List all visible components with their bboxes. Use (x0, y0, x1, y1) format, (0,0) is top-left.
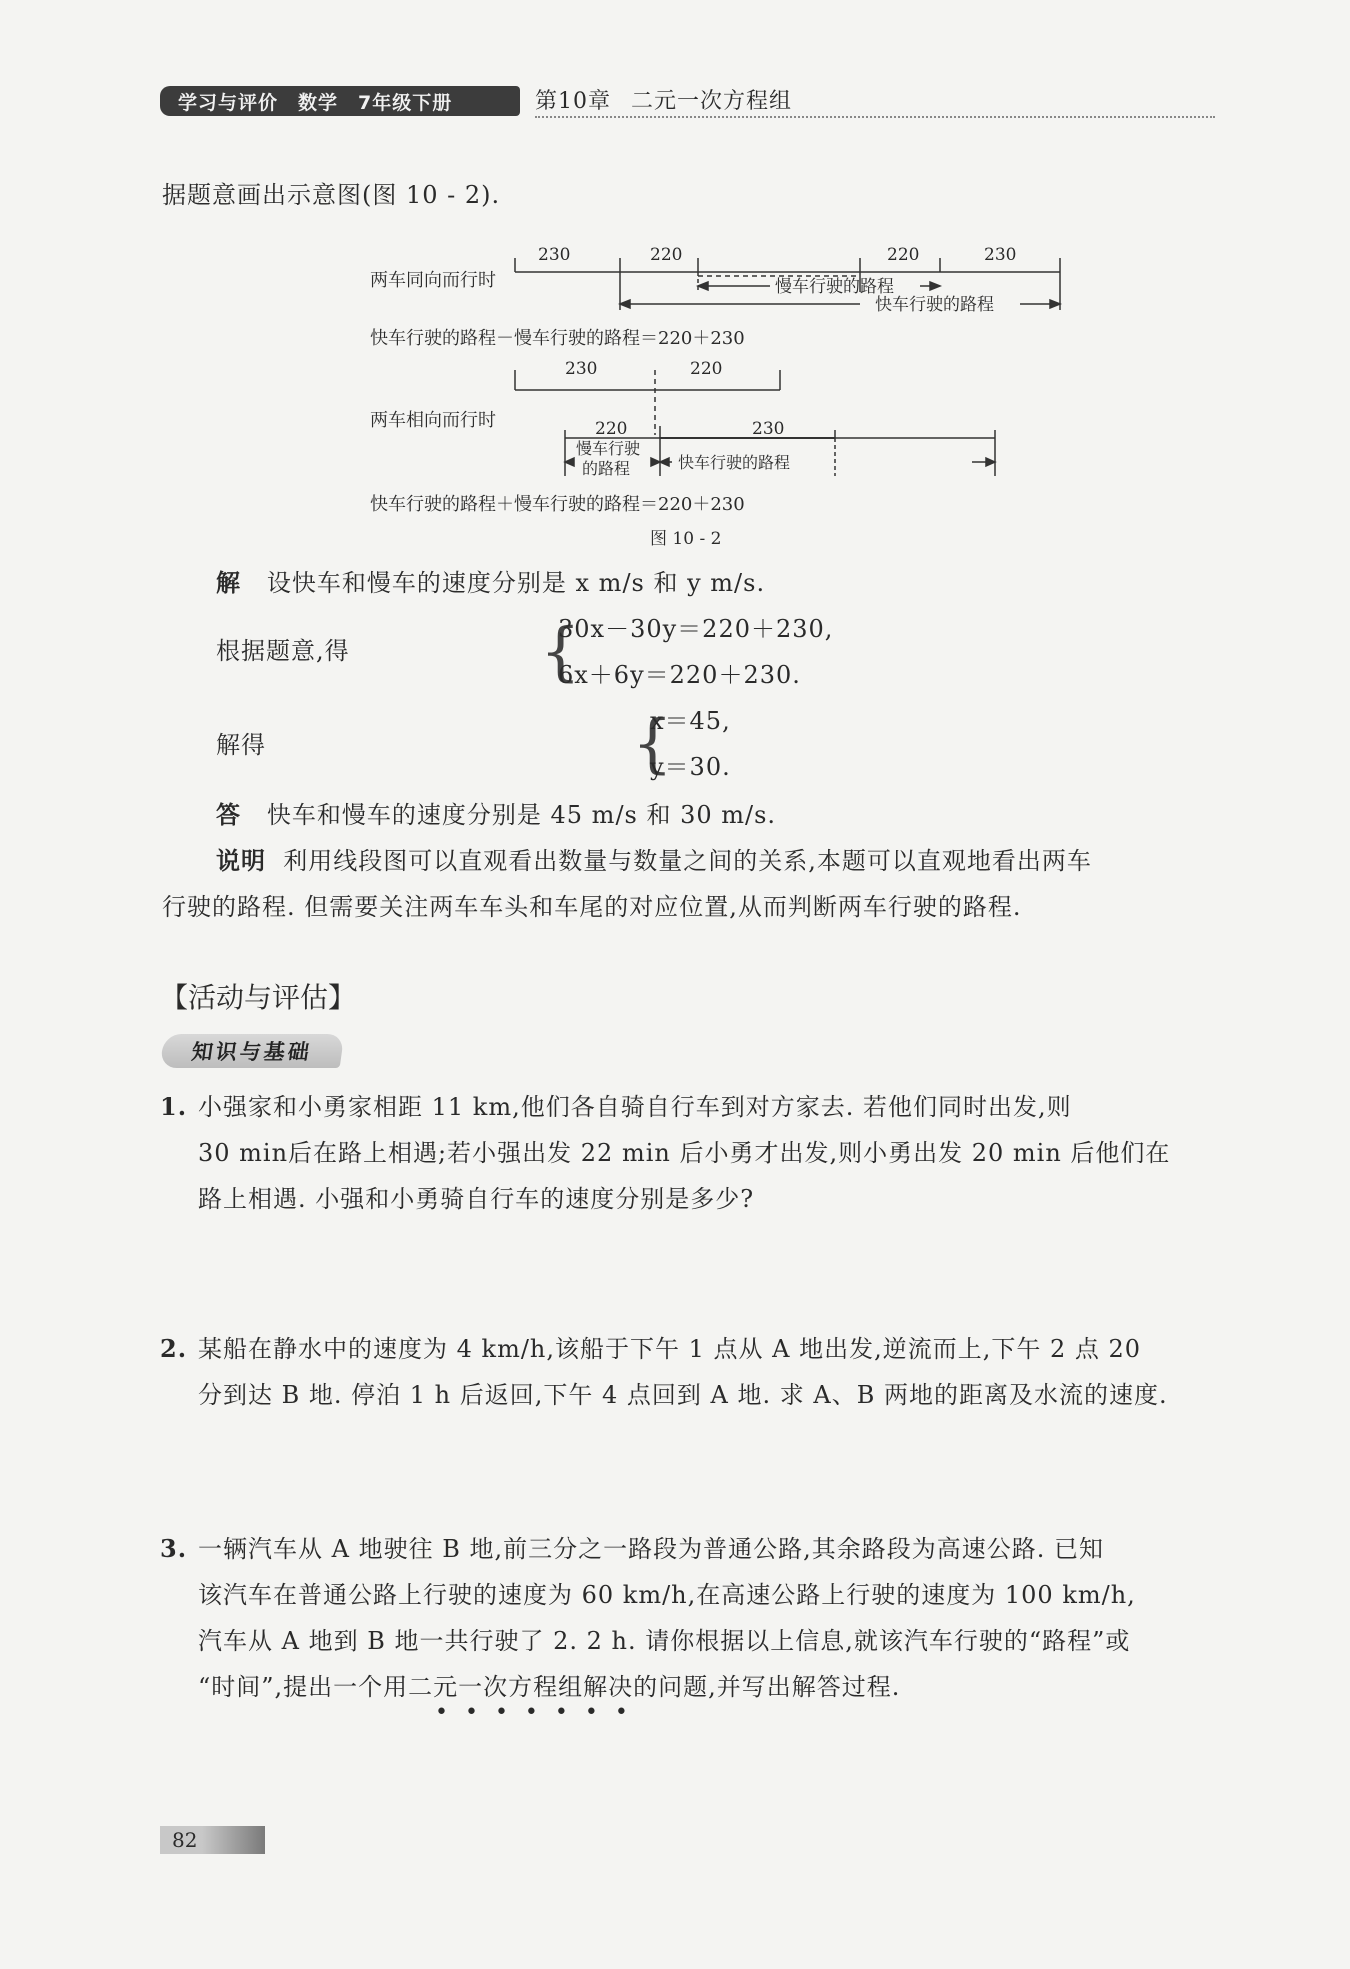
opp-seg-230: 230 (565, 359, 598, 379)
question-3-line-4: “时间”,提出一个用二元一次方程组解决的问题,并写出解答过程. (198, 1673, 901, 1701)
note-line-2: 行驶的路程. 但需要关注两车车头和车尾的对应位置,从而判断两车行驶的路程. (162, 893, 1022, 921)
same-direction-label: 两车同向而行时 (370, 270, 496, 291)
question-3-number: 3. (160, 1534, 188, 1563)
question-3 (160, 1526, 1220, 1710)
answer-label: 答 (216, 800, 241, 829)
question-1-line-3: 路上相遇. 小强和小勇骑自行车的速度分别是多少? (198, 1185, 755, 1213)
same-seg-220-right: 220 (887, 245, 920, 265)
question-2-number: 2. (160, 1334, 188, 1363)
question-3-line-3: 汽车从 A 地到 B 地一共行驶了 2. 2 h. 请你根据以上信息,就该汽车行驶的“路程”或 (198, 1627, 1131, 1655)
result-brace: { (632, 707, 673, 781)
note-label: 说明 (216, 846, 266, 875)
intro-text: 据题意画出示意图(图 10 - 2). (162, 181, 501, 209)
same-direction-equation: 快车行驶的路程－慢车行驶的路程＝220＋230 (370, 328, 745, 349)
result-x: x＝45, (650, 707, 731, 735)
answer-line (216, 792, 776, 838)
emphasis-dots: ••••••• (435, 1700, 645, 1725)
chapter-heading (535, 84, 812, 115)
solved-label: 解得 (216, 731, 266, 759)
question-1-number: 1. (160, 1092, 188, 1121)
solution-text: 设快车和慢车的速度分别是 x m/s 和 y m/s. (266, 569, 766, 597)
book-header-badge (160, 86, 520, 116)
line-segment-diagram (360, 240, 1080, 560)
equation-1: 30x－30y＝220＋230, (558, 615, 834, 643)
question-1-line-2: 30 min后在路上相遇;若小强出发 22 min 后小勇才出发,则小勇出发 20 min 后他们在 (198, 1139, 1171, 1167)
system-brace: { (540, 615, 581, 689)
opposite-direction-label: 两车相向而行时 (370, 410, 496, 431)
activity-title: 【活动与评估】 (160, 981, 357, 1014)
question-3-line-1: 一辆汽车从 A 地驶往 B 地,前三分之一路段为普通公路,其余路段为高速公路. 已知 (198, 1535, 1104, 1563)
chapter-number: 第10章 (535, 89, 611, 114)
header-rule (535, 116, 1215, 118)
note-text-1: 利用线段图可以直观看出数量与数量之间的关系,本题可以直观地看出两车 (283, 847, 1092, 875)
opp-bottom-230: 230 (752, 419, 785, 439)
equation-2: 6x＋6y＝220＋230. (558, 661, 801, 689)
subject-label: 数学 (298, 91, 339, 114)
fast-car-path-label: 快车行驶的路程 (875, 295, 994, 315)
figure-caption: 图 10 - 2 (650, 529, 722, 549)
note-line-1 (216, 838, 1092, 884)
slow-car-path-label: 慢车行驶的路程 (775, 277, 894, 297)
same-seg-230-right: 230 (984, 245, 1017, 265)
opp-seg-220: 220 (690, 359, 723, 379)
question-2-line-2: 分到达 B 地. 停泊 1 h 后返回,下午 4 点回到 A 地. 求 A、B 两地的距离及水流的速度. (198, 1381, 1168, 1409)
solution-label: 解 (216, 568, 241, 597)
grade-label: 7年级下册 (358, 91, 453, 114)
chapter-title: 二元一次方程组 (631, 89, 793, 114)
answer-text: 快车和慢车的速度分别是 45 m/s 和 30 m/s. (266, 801, 777, 829)
according-label: 根据题意,得 (216, 637, 350, 665)
question-3-line-2: 该汽车在普通公路上行驶的速度为 60 km/h,在高速公路上行驶的速度为 100 km/h, (198, 1581, 1136, 1609)
opposite-direction-equation: 快车行驶的路程＋慢车行驶的路程＝220＋230 (370, 494, 745, 515)
same-seg-230-left: 230 (538, 245, 571, 265)
result-y: y＝30. (650, 753, 731, 781)
question-2 (160, 1326, 1220, 1418)
question-2-line-1: 某船在静水中的速度为 4 km/h,该船于下午 1 点从 A 地出发,逆流而上,下午 2 点 20 (198, 1335, 1142, 1363)
knowledge-tag: 知识与基础 (160, 1034, 345, 1068)
slow-path-line1: 慢车行驶 (576, 439, 641, 458)
slow-path-line2: 的路程 (582, 459, 631, 478)
page-number: 82 (160, 1826, 265, 1854)
opp-bottom-220: 220 (595, 419, 628, 439)
same-seg-220-left: 220 (650, 245, 683, 265)
question-1-line-1: 小强家和小勇家相距 11 km,他们各自骑自行车到对方家去. 若他们同时出发,则 (198, 1093, 1072, 1121)
fast-path-opp-label: 快车行驶的路程 (678, 453, 791, 472)
book-title: 学习与评价 (178, 91, 279, 114)
solution-line (216, 560, 765, 606)
question-1 (160, 1084, 1220, 1222)
